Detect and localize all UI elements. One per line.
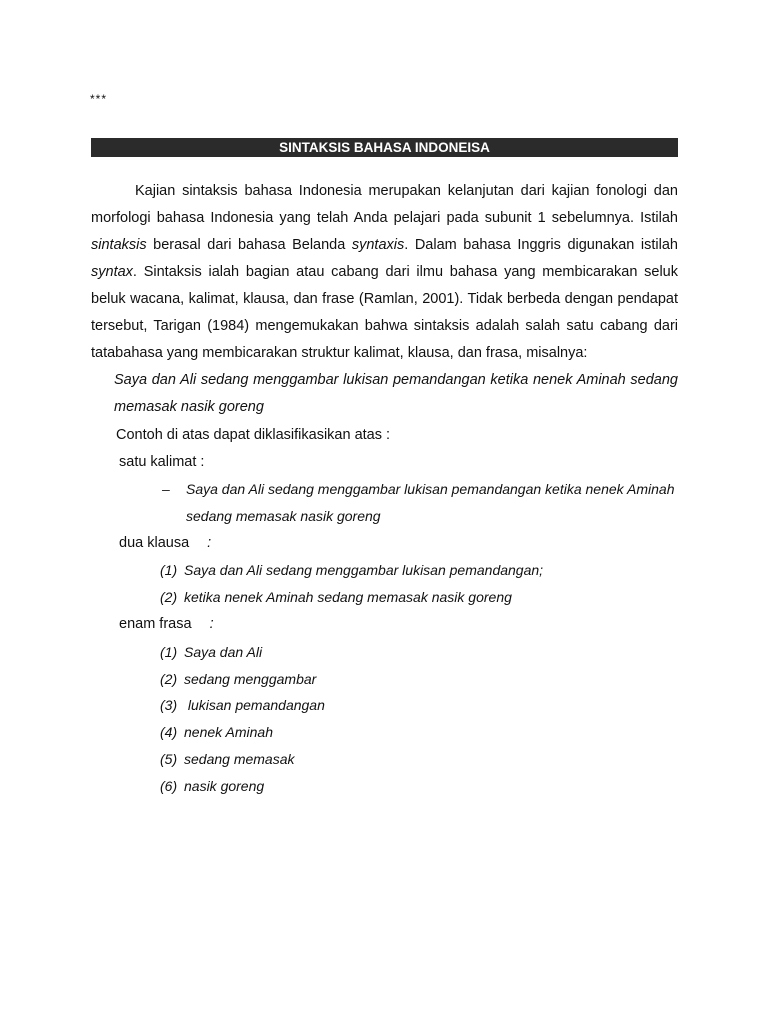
- phrase-item-number: (1): [160, 644, 178, 660]
- classification-intro: Contoh di atas dapat diklasifikasikan atas :: [116, 427, 391, 443]
- clause-item-1: [160, 557, 543, 584]
- phrase-item-text: Saya dan Ali: [184, 644, 263, 660]
- dash-bullet: –: [162, 481, 170, 497]
- term-syntax: syntax: [91, 264, 133, 280]
- clause-label: dua klausa: [119, 535, 190, 551]
- phrase-colon: :: [209, 616, 214, 632]
- clause-item-text: ketika nenek Aminah sedang memasak nasik goreng: [184, 589, 512, 605]
- clause-colon: :: [207, 535, 212, 551]
- section-marker: ***: [90, 92, 108, 106]
- phrase-item-number: (6): [160, 778, 178, 794]
- clause-item-number: (2): [160, 589, 178, 605]
- sentence-text: Saya dan Ali sedang menggambar lukisan pemandangan ketika nenek Aminah sedang memasak nasik goreng: [186, 481, 675, 524]
- sentence-label: satu kalimat :: [119, 454, 205, 470]
- phrase-item-number: (2): [160, 671, 178, 687]
- phrase-heading: [119, 611, 214, 638]
- phrase-item-text: sedang menggambar: [184, 671, 317, 687]
- intro-paragraph: [91, 178, 678, 367]
- phrase-item-6: [160, 773, 264, 800]
- phrase-item-number: (3): [160, 697, 178, 713]
- phrase-item-number: (4): [160, 724, 178, 740]
- term-sintaksis: sintaksis: [91, 237, 147, 253]
- phrase-item-number: (5): [160, 751, 178, 767]
- phrase-item-3: [160, 692, 325, 719]
- phrase-item-text: nenek Aminah: [184, 724, 273, 740]
- clause-heading: [119, 530, 211, 557]
- section-title: SINTAKSIS BAHASA INDONEISA: [91, 138, 678, 157]
- phrase-item-text: lukisan pemandangan: [184, 697, 325, 713]
- example-sentence: Saya dan Ali sedang menggambar lukisan pemandangan ketika nenek Aminah sedang memasak nasik goreng: [114, 372, 678, 415]
- term-syntaxis: syntaxis: [351, 237, 405, 253]
- phrase-item-2: [160, 666, 316, 693]
- paragraph-text-4: . Sintaksis ialah bagian atau cabang dari ilmu bahasa yang membicarakan seluk beluk wacana, kalimat, klausa, dan frase (Ramlan, 2001). Tidak berbeda dengan pendapat tersebut, Tarigan (1984) mengemukakan bahwa sintaksis adalah salah satu cabang dari tatabahasa yang membicarakan struktur kalimat, klausa, dan frasa, misalnya:: [91, 264, 678, 361]
- phrase-item-5: [160, 746, 295, 773]
- phrase-item-text: sedang memasak: [184, 751, 295, 767]
- phrase-label: enam frasa: [119, 616, 192, 632]
- paragraph-text-2: berasal dari bahasa Belanda: [146, 237, 352, 253]
- clause-item-2: [160, 584, 512, 611]
- phrase-item-4: [160, 719, 273, 746]
- phrase-item-text: nasik goreng: [184, 778, 265, 794]
- clause-item-text: Saya dan Ali sedang menggambar lukisan pemandangan;: [184, 562, 544, 578]
- paragraph-text-3: . Dalam bahasa Inggris digunakan istilah: [404, 237, 678, 253]
- clause-item-number: (1): [160, 562, 178, 578]
- phrase-item-1: [160, 639, 262, 666]
- paragraph-text-1: Kajian sintaksis bahasa Indonesia merupakan kelanjutan dari kajian fonologi dan morfologi bahasa Indonesia yang telah Anda pelajari pada subunit 1 sebelumnya. Istilah: [91, 183, 678, 226]
